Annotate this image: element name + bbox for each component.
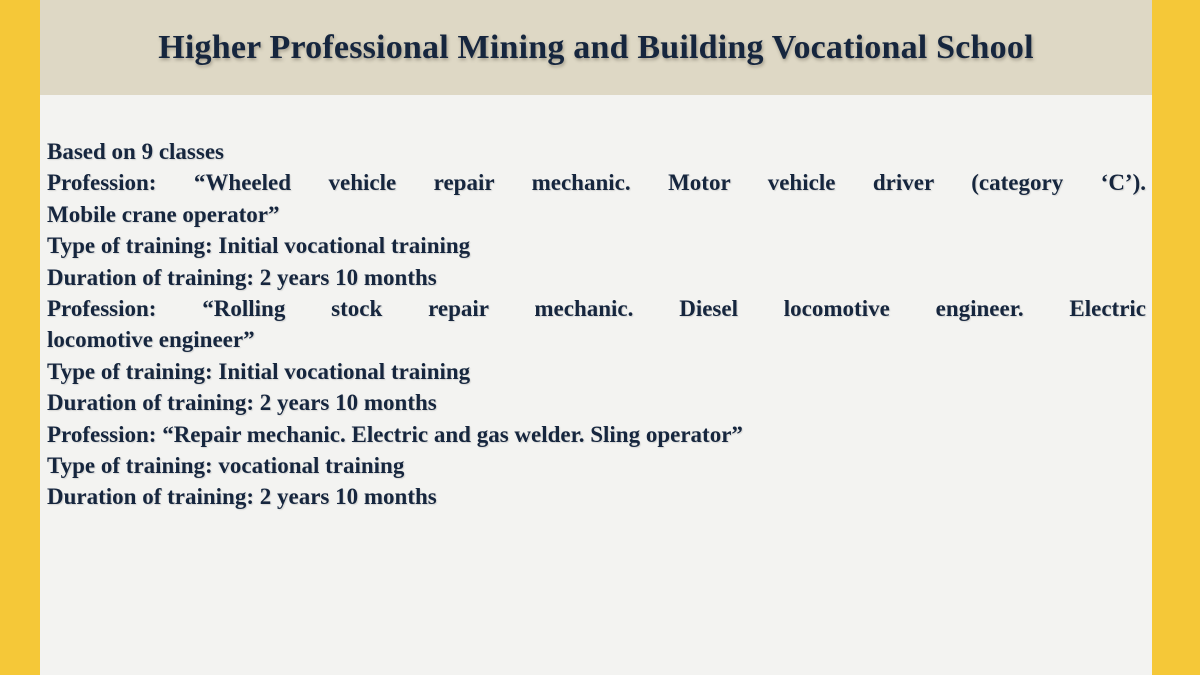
slide-title: Higher Professional Mining and Building Vocational School: [158, 28, 1034, 66]
body-text-line: Duration of training: 2 years 10 months: [47, 264, 437, 290]
body-text-line: Type of training: Initial vocational training: [47, 233, 471, 259]
slide-header: [40, 0, 1152, 95]
body-text-line: Based on 9 classes: [47, 139, 224, 164]
right-accent-bar: [1152, 0, 1200, 675]
left-accent-bar: [0, 0, 40, 675]
body-text-line: Duration of training: 2 years 10 months: [47, 390, 437, 416]
body-text-line: Profession: “Wheeled vehicle repair mechanic. Motor vehicle driver (category ‘C’).: [47, 170, 1146, 196]
body-text-line: Profession: “Rolling stock repair mechanic. Diesel locomotive engineer. Electric: [47, 296, 1146, 322]
body-text-line: Profession: “Repair mechanic. Electric and gas welder. Sling operator”: [47, 421, 743, 447]
body-text-line: Mobile crane operator”: [47, 201, 280, 227]
body-text-line: Duration of training: 2 years 10 months: [47, 484, 437, 510]
body-text-line: locomotive engineer”: [47, 327, 255, 353]
body-text-line: Type of training: vocational training: [47, 453, 405, 479]
body-text-line: Type of training: Initial vocational training: [47, 358, 471, 384]
slide-body: [40, 95, 1152, 675]
